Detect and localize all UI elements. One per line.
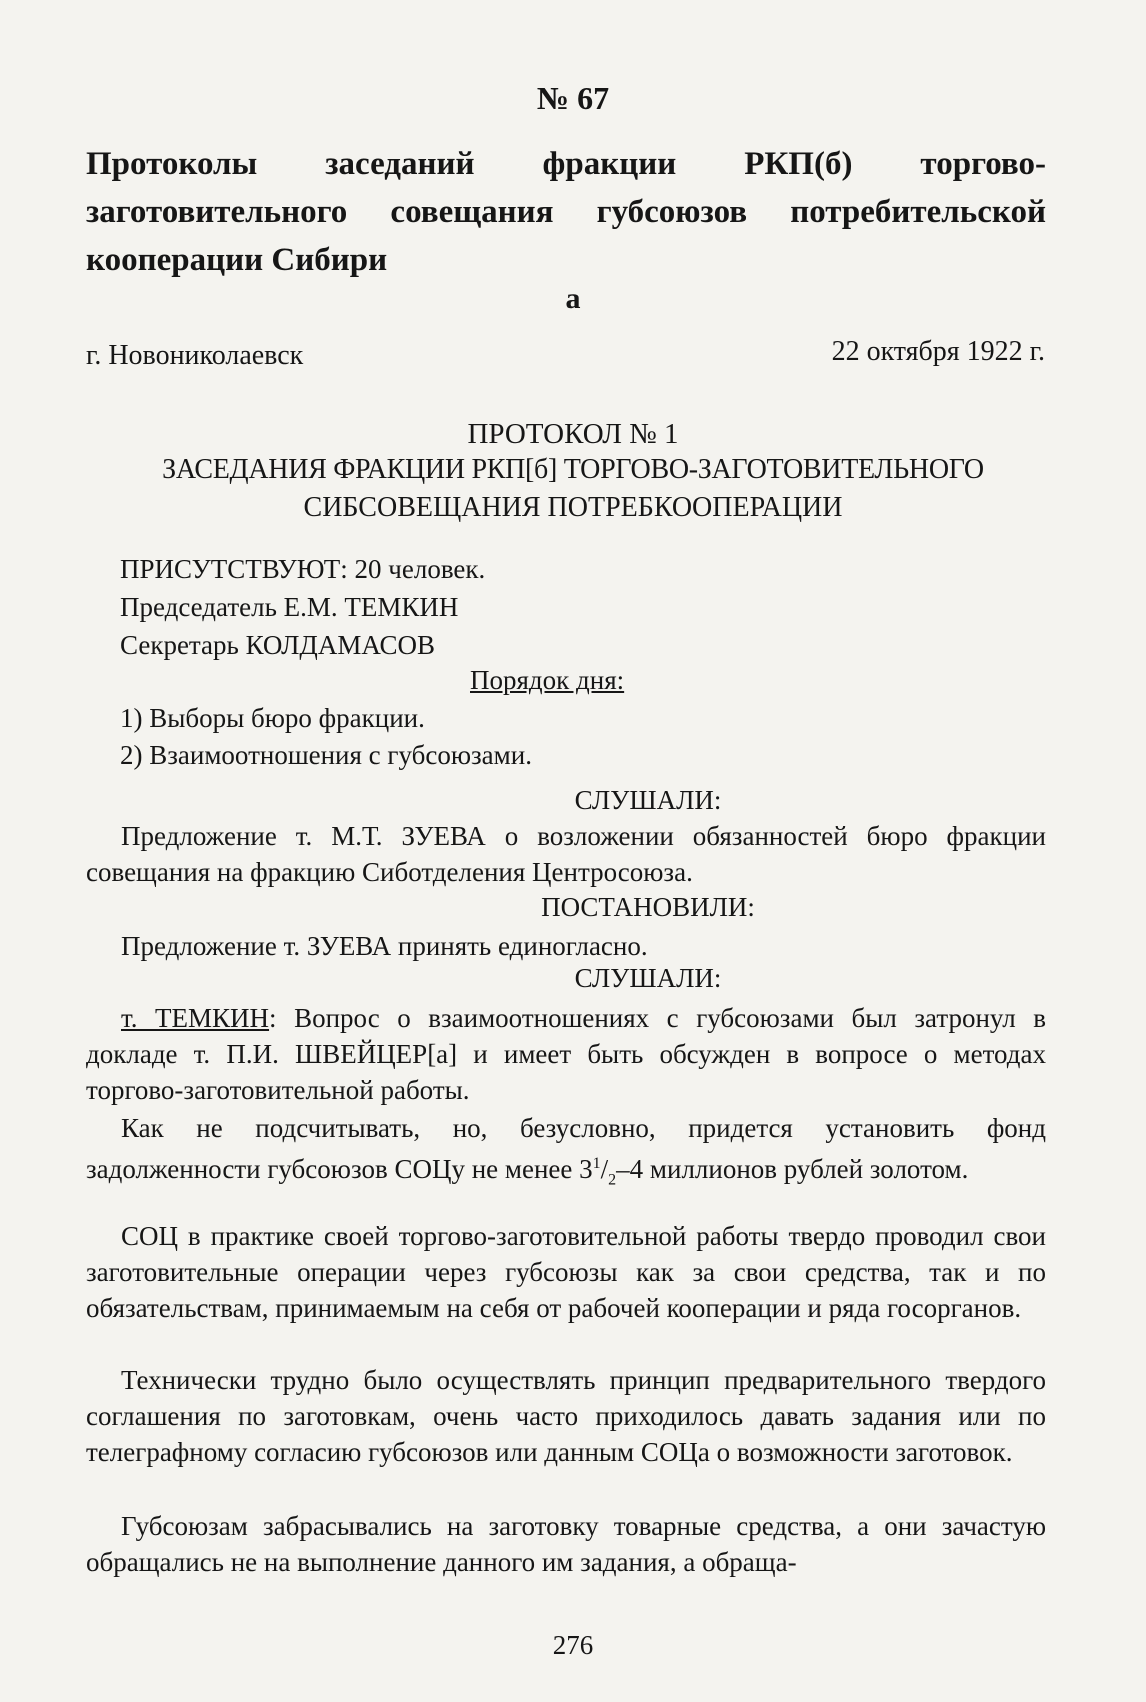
agenda-item: 1) Выборы бюро фракции. [120,703,425,733]
protocol-heading: ПРОТОКОЛ № 1 [467,418,679,450]
fraction: $^1/_2$ [592,1154,617,1189]
protocol-subheading-1: ЗАСЕДАНИЯ ФРАКЦИИ РКП[б] ТОРГОВО-ЗАГОТОВИТЕЛЬНОГО [162,454,984,485]
paragraph-text: –4 миллионов рублей золотом. [616,1154,969,1184]
paragraph: Предложение т. ЗУЕВА принять единогласно. [121,931,648,961]
paragraph [86,1000,1046,1108]
section-heard: СЛУШАЛИ: [574,963,722,993]
protocol-subheading-2: СИБСОВЕЩАНИЯ ПОТРЕБКООПЕРАЦИИ [303,492,843,523]
place: г. Новониколаевск [86,340,304,371]
page-number: 276 [552,1630,594,1660]
section-resolved: ПОСТАНОВИЛИ: [541,892,755,922]
document-title: Протоколы заседаний фракции РКП(б) торгово-заготовительного совещания губсоюзов потребительской кооперации Сибири [86,146,1046,278]
paragraph: Технически трудно было осуществлять принцип предварительного твердого соглашения по заготовкам, очень часто приходилось давать задания или по телеграфному согласию губсоюзов или данным СОЦа о возможности заготовок. [86,1365,1046,1467]
paragraph-text: Как не подсчитывать, но, безусловно, придется установить фонд задолженности губсоюзов СОЦу не менее 3 [86,1113,1046,1184]
date: 22 октября 1922 г. [831,336,1045,367]
speaker-name: т. ТЕМКИН [121,1003,270,1033]
subsection-letter: а [565,282,581,315]
paragraph [86,1110,1046,1198]
fraction-numerator: 1 [592,1155,601,1172]
paragraph-text: : Вопрос о взаимоотношениях с губсоюзами был затронул в докладе т. П.И. ШВЕЙЦЕР[а] и имеет быть обсужден в вопросе о методах торгово-заготовительной работы. [86,1003,1046,1105]
fraction-denominator: 2 [608,1171,617,1189]
paragraph: Предложение т. М.Т. ЗУЕВА о возложении обязанностей бюро фракции совещания на фракцию Сиботделения Центросоюза. [86,821,1046,887]
agenda-label: Порядок дня: [470,665,625,695]
document-number: № 67 [536,80,610,116]
agenda-item: 2) Взаимоотношения с губсоюзами. [120,740,532,770]
chairman-line: Председатель Е.М. ТЕМКИН [120,592,459,622]
present-line: ПРИСУТСТВУЮТ: 20 человек. [120,554,486,584]
paragraph: Губсоюзам забрасывались на заготовку товарные средства, а они зачастую обращались не на выполнение данного им задания, а обраща- [86,1511,1046,1577]
secretary-line: Секретарь КОЛДАМАСОВ [120,630,435,660]
section-heard: СЛУШАЛИ: [574,785,722,815]
paragraph: СОЦ в практике своей торгово-заготовительной работы твердо проводил свои заготовительные операции через губсоюзы как за свои средства, так и по обязательствам, принимаемым на себя от рабочей кооперации и ряда госорганов. [86,1221,1046,1323]
